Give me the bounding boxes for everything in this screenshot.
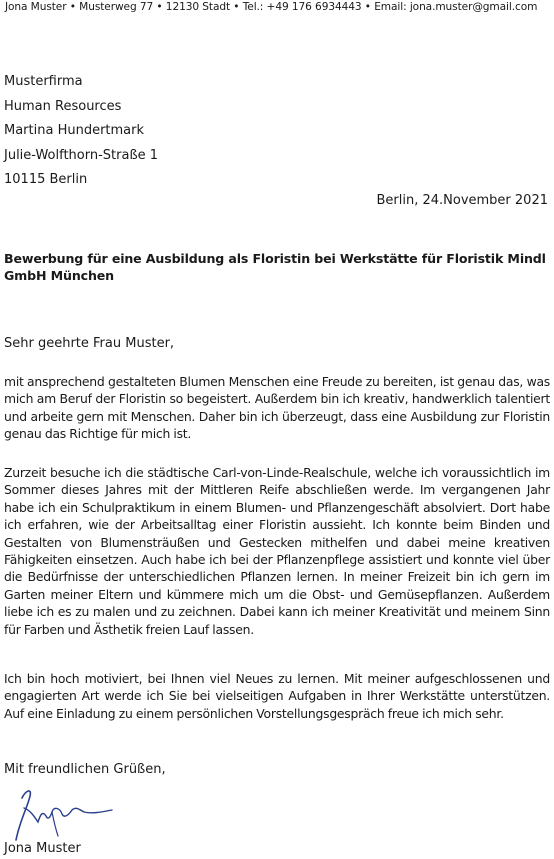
letter-subject: Bewerbung für eine Ausbildung als Floristin bei Werkstätte für Floristik Mindl GmbH München: [4, 251, 546, 283]
letter-salutation: Sehr geehrte Frau Muster,: [4, 336, 175, 351]
body-paragraph-closing: Ich bin hoch motiviert, bei Ihnen viel Neues zu lernen. Mit meiner aufgeschlossenen und engagierten Art werde ich Sie bei vielseitigen Aufgaben in Ihrer Werkstätte unterstützen. Auf eine Einladung zu einem persönlichen Vorstellungsgespräch freue ich mich sehr.: [4, 671, 550, 721]
recipient-person: Martina Hundertmark: [4, 123, 145, 139]
letter-closing: Mit freundlichen Grüßen,: [4, 762, 166, 777]
recipient-company: Musterfirma: [4, 74, 83, 89]
letter-date: Berlin, 24.November 2021: [376, 193, 548, 208]
sender-contact-line: Jona Muster • Musterweg 77 • 12130 Stadt • Tel.: +49 176 6934443 • Email: jona.muster@gmail.com: [5, 1, 538, 13]
body-paragraph-motivation: mit ansprechend gestalteten Blumen Menschen eine Freude zu bereiten, ist genau das, was mich am Beruf der Floristin so begeistert. Außerdem bin ich kreativ, handwerklich talentiert und arbeite gern mit Menschen. Daher bin ich überzeugt, dass eine Ausbildung zur Floristin genau das Richtige für mich ist.: [4, 374, 550, 442]
signer-name: Jona Muster: [4, 841, 81, 856]
recipient-street: Julie-Wolfthorn-Straße 1: [4, 147, 159, 163]
handwritten-signature: [6, 786, 116, 842]
recipient-department: Human Resources: [4, 98, 122, 114]
body-paragraph-experience: Zurzeit besuche ich die städtische Carl-von-Linde-Realschule, welche ich voraussichtlich im Sommer dieses Jahres mit der Mittleren Reife abschließen werde. Im vergangenen Jahr habe ich ein Schulpraktikum in einem Blumen- und Pflanzengeschäft absolviert. Dort habe ich erfahren, wie der Arbeitsalltag einer Floristin aussieht. Ich konnte beim Binden und Gestalten von Blumensträußen und Gestecken mithelfen und dabei meine kreativen Fähigkeiten einsetzen. Auch habe ich bei der Pflanzenpflege assistiert und konnte viel über die Bedürfnisse der unterschiedlichen Pflanzen lernen. In meiner Freizeit bin ich gern im Garten meiner Eltern und kümmere mich um die Obst- und Gemüsepflanzen. Außerdem liebe ich es zu malen und zu zeichnen. Dabei kann ich meiner Kreativität und meinem Sinn für Farben und Ästhetik freien Lauf lassen.: [4, 465, 550, 637]
recipient-address: [4, 70, 158, 193]
recipient-city: 10115 Berlin: [4, 172, 88, 188]
